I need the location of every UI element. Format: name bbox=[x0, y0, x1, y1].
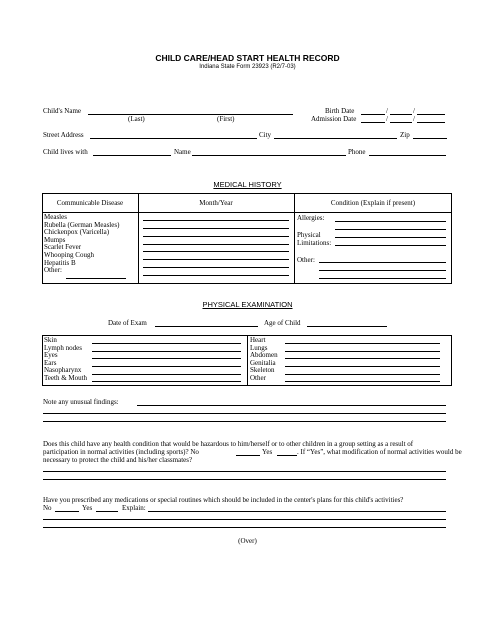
unusual-findings-label: Note any unusual findings: bbox=[43, 398, 119, 406]
disease-scarlet-fever: Scarlet Fever bbox=[44, 243, 82, 252]
unusual-findings-field[interactable] bbox=[43, 421, 446, 422]
meds-yes-field[interactable] bbox=[96, 511, 118, 512]
hazard-no-field[interactable] bbox=[236, 455, 260, 456]
admission-month-field[interactable] bbox=[361, 122, 385, 123]
physical-field[interactable] bbox=[335, 237, 446, 238]
street-address-field[interactable] bbox=[90, 138, 257, 139]
date-sep: / bbox=[386, 107, 388, 115]
childs-name-field[interactable] bbox=[88, 114, 293, 115]
hazard-explain-field[interactable] bbox=[43, 479, 446, 480]
physical-label: Physical bbox=[297, 231, 321, 239]
hazard-yes-field[interactable] bbox=[277, 455, 297, 456]
date-field[interactable] bbox=[143, 267, 289, 268]
disease-mumps: Mumps bbox=[44, 235, 66, 244]
col-disease-header: Communicable Disease bbox=[56, 199, 124, 207]
col-condition-header: Condition (Explain if present) bbox=[330, 199, 416, 207]
meds-explain-field[interactable] bbox=[43, 527, 446, 528]
age-of-child-label: Age of Child bbox=[264, 319, 301, 327]
exam-field[interactable] bbox=[285, 374, 440, 375]
disease-rubella: Rubella (German Measles) bbox=[44, 220, 120, 229]
meds-explain-field[interactable] bbox=[148, 511, 446, 512]
disease-list bbox=[44, 214, 119, 275]
date-field[interactable] bbox=[143, 244, 289, 245]
hazard-question-line1: Does this child have any health condition that would be hazardous to him/herself or to other children in a group setting as a result of bbox=[43, 440, 414, 448]
first-label: (First) bbox=[217, 115, 235, 123]
limitations-field[interactable] bbox=[335, 245, 446, 246]
admission-day-field[interactable] bbox=[390, 122, 412, 123]
exam-heart: Heart bbox=[250, 336, 266, 344]
date-field[interactable] bbox=[143, 220, 289, 221]
exam-genitalia: Genitalia bbox=[250, 358, 276, 367]
date-sep: / bbox=[386, 115, 388, 123]
unusual-findings-field[interactable] bbox=[43, 413, 446, 414]
city-field[interactable] bbox=[274, 138, 397, 139]
guardian-name-field[interactable] bbox=[192, 155, 346, 156]
hazard-question-line3: necessary to protect the child and his/her classmates? bbox=[43, 456, 193, 464]
zip-field[interactable] bbox=[413, 138, 447, 139]
disease-hepatitis-b: Hepatitis B bbox=[44, 258, 76, 267]
over-footer: (Over) bbox=[238, 537, 257, 545]
birth-month-field[interactable] bbox=[361, 114, 385, 115]
meds-question: Have you prescribed any medications or special routines which should be included in the center's plans for this child's activities? bbox=[43, 496, 404, 504]
exam-eyes: Eyes bbox=[44, 351, 58, 360]
allergies-label: Allergies: bbox=[297, 214, 325, 222]
city-label: City bbox=[259, 131, 272, 139]
meds-no-label: No bbox=[43, 504, 52, 512]
admission-year-field[interactable] bbox=[417, 122, 445, 123]
date-of-exam-label: Date of Exam bbox=[108, 319, 147, 327]
birth-day-field[interactable] bbox=[390, 114, 412, 115]
exam-right-list bbox=[250, 337, 278, 383]
allergies-field[interactable] bbox=[335, 229, 446, 230]
disease-other: Other: bbox=[44, 266, 62, 275]
disease-chickenpox: Chickenpox (Varicella) bbox=[44, 228, 110, 237]
exam-ears: Ears bbox=[44, 358, 57, 367]
date-field[interactable] bbox=[143, 228, 289, 229]
meds-explain-field[interactable] bbox=[43, 519, 446, 520]
hazard-question-line2c: . If “Yes”, what modification of normal activities would be bbox=[297, 448, 462, 456]
meds-explain-label: Explain: bbox=[122, 504, 146, 512]
date-field[interactable] bbox=[143, 275, 289, 276]
meds-yes-label: Yes bbox=[82, 504, 93, 512]
hazard-question-line2a: participation in normal activities (including sports)? No bbox=[43, 448, 199, 456]
col-date-header: Month/Year bbox=[199, 199, 233, 207]
exam-field[interactable] bbox=[92, 343, 241, 344]
hazard-yes-label: Yes bbox=[262, 448, 273, 456]
other-condition-label: Other: bbox=[297, 256, 315, 264]
exam-field[interactable] bbox=[92, 374, 241, 375]
phone-field[interactable] bbox=[369, 155, 446, 156]
exam-field[interactable] bbox=[92, 351, 241, 352]
date-sep: / bbox=[413, 115, 415, 123]
exam-left-list bbox=[44, 337, 87, 383]
exam-skin: Skin bbox=[44, 336, 57, 344]
age-of-child-field[interactable] bbox=[307, 326, 387, 327]
lives-with-field[interactable] bbox=[93, 155, 171, 156]
exam-field[interactable] bbox=[285, 358, 440, 359]
exam-lungs: Lungs bbox=[250, 343, 268, 352]
exam-nasopharynx: Nasopharynx bbox=[44, 366, 82, 375]
exam-other: Other bbox=[250, 373, 266, 382]
disease-whooping-cough: Whooping Cough bbox=[44, 250, 94, 259]
exam-lymph-nodes: Lymph nodes bbox=[44, 343, 82, 352]
date-field[interactable] bbox=[143, 251, 289, 252]
admission-date-label: Admission Date bbox=[311, 115, 357, 123]
name-label: Name bbox=[174, 148, 191, 156]
exam-field[interactable] bbox=[92, 381, 241, 382]
birth-date-label: Birth Date bbox=[325, 107, 355, 115]
date-field[interactable] bbox=[143, 236, 289, 237]
exam-field[interactable] bbox=[285, 343, 440, 344]
hazard-explain-field[interactable] bbox=[43, 471, 446, 472]
physical-exam-heading: PHYSICAL EXAMINATION bbox=[202, 300, 293, 309]
childs-name-label: Child's Name bbox=[43, 107, 82, 115]
medical-history-heading: MEDICAL HISTORY bbox=[213, 180, 282, 189]
other-condition-field[interactable] bbox=[319, 278, 446, 279]
exam-abdomen: Abdomen bbox=[250, 351, 278, 360]
allergies-field[interactable] bbox=[335, 221, 446, 222]
lives-with-label: Child lives with bbox=[43, 148, 88, 156]
exam-field[interactable] bbox=[92, 358, 241, 359]
disease-measles: Measles bbox=[44, 213, 67, 221]
form-id: Indiana State Form 23923 (R2/7-03) bbox=[199, 64, 296, 70]
disease-other-field[interactable] bbox=[66, 278, 126, 279]
other-condition-field[interactable] bbox=[319, 262, 446, 263]
exam-field[interactable] bbox=[285, 381, 440, 382]
meds-no-field[interactable] bbox=[55, 511, 79, 512]
birth-year-field[interactable] bbox=[417, 114, 445, 115]
limitations-label: Limitations: bbox=[297, 239, 332, 247]
exam-skeleton: Skeleton bbox=[250, 366, 275, 375]
date-sep: / bbox=[413, 107, 415, 115]
form-title: CHILD CARE/HEAD START HEALTH RECORD bbox=[155, 53, 340, 63]
date-field[interactable] bbox=[143, 259, 289, 260]
exam-teeth-mouth: Teeth & Mouth bbox=[44, 373, 88, 382]
last-label: (Last) bbox=[128, 115, 145, 123]
date-of-exam-field[interactable] bbox=[155, 326, 258, 327]
unusual-findings-field[interactable] bbox=[137, 405, 446, 406]
other-condition-field[interactable] bbox=[319, 270, 446, 271]
exam-field[interactable] bbox=[285, 351, 440, 352]
zip-label: Zip bbox=[400, 131, 410, 139]
phone-label: Phone bbox=[348, 148, 366, 156]
street-address-label: Street Address bbox=[43, 131, 84, 139]
exam-field[interactable] bbox=[92, 366, 241, 367]
exam-field[interactable] bbox=[285, 366, 440, 367]
